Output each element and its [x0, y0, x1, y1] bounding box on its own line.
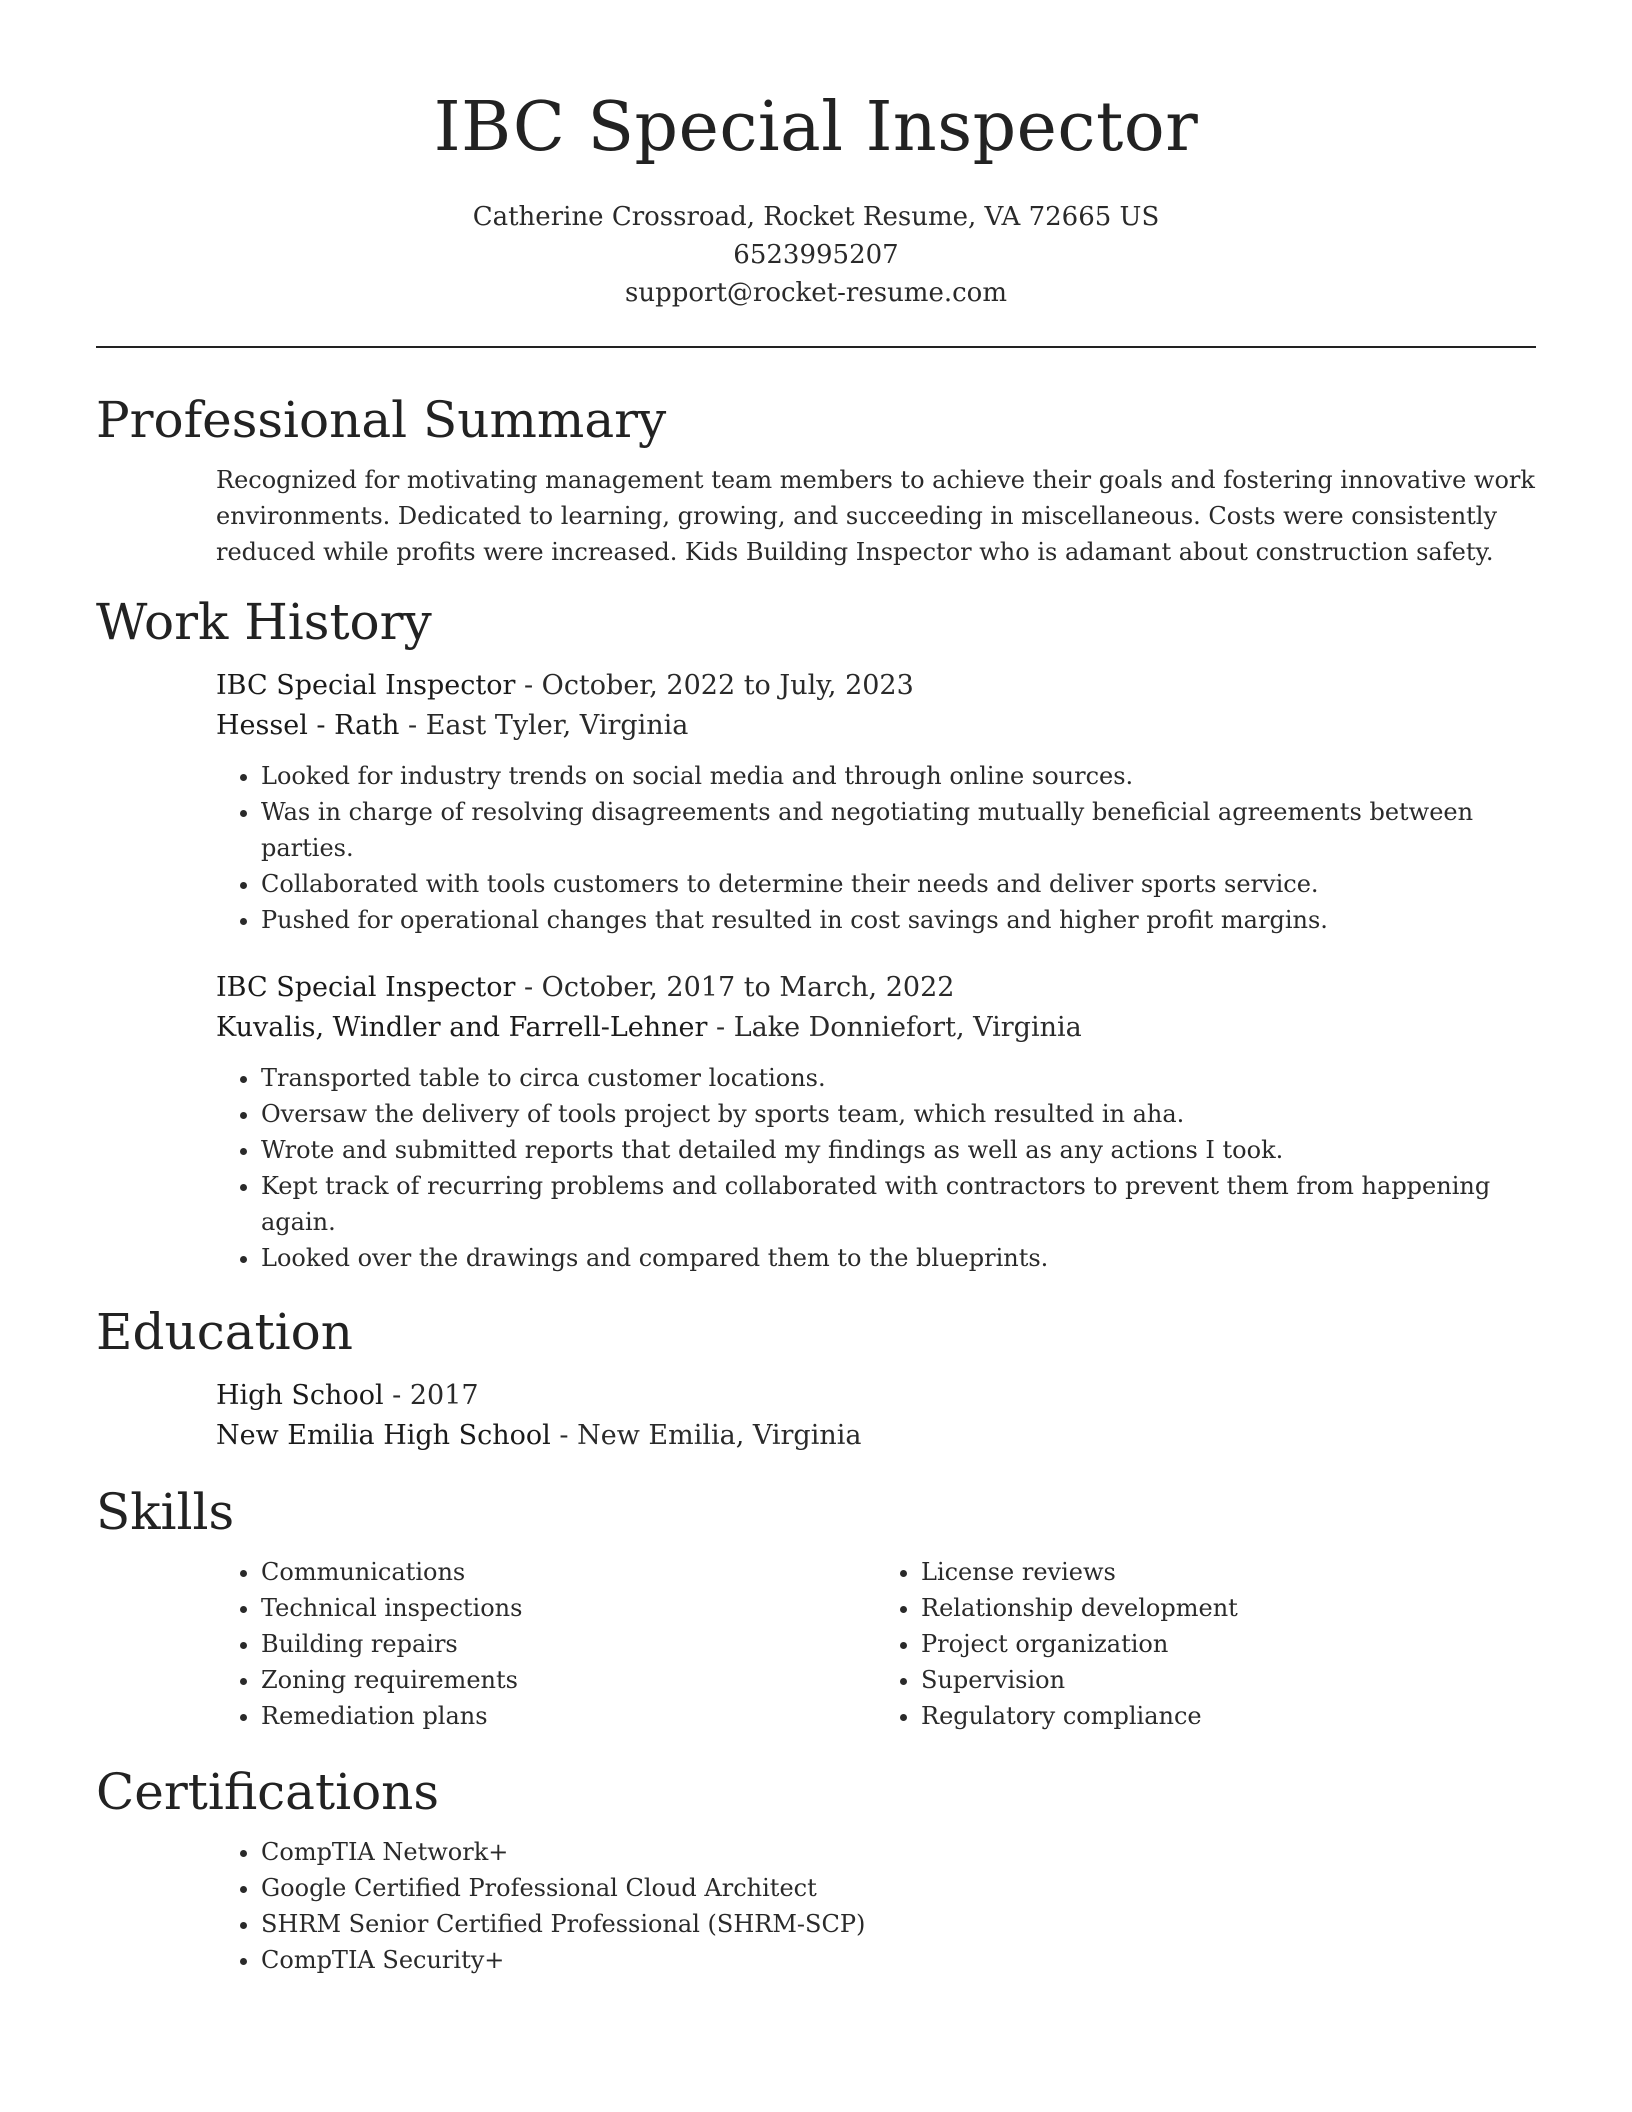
company-name: Kuvalis, Windler and Farrell-Lehner	[216, 1012, 708, 1043]
job-entry	[216, 968, 1536, 1276]
job-entry	[216, 666, 1536, 938]
education-degree: High School	[216, 1380, 384, 1411]
skill-item: • Project organization	[921, 1626, 1536, 1662]
education-section	[96, 1302, 1536, 1456]
education-school: New Emilia High School	[216, 1420, 551, 1451]
job-location: - East Tyler, Virginia	[399, 710, 689, 741]
certification-item: • Google Certified Professional Cloud Architect	[261, 1870, 1536, 1906]
job-bullet-list	[216, 1060, 1536, 1276]
skill-item: • Supervision	[921, 1662, 1536, 1698]
skills-column-left	[216, 1554, 876, 1734]
job-bullet: • Looked over the drawings and compared them to the blueprints.	[261, 1240, 1536, 1276]
job-bullet: • Kept track of recurring problems and collaborated with contractors to prevent them from happening again.	[261, 1168, 1536, 1240]
certifications-list-wrap	[216, 1834, 1536, 1978]
section-title-education: Education	[96, 1303, 353, 1361]
contact-address: Catherine Crossroad, Rocket Resume, VA 72665 US	[472, 202, 1160, 232]
job-dates: - October, 2022 to July, 2023	[515, 670, 914, 701]
job-title: IBC Special Inspector	[216, 670, 516, 701]
skill-item: • Technical inspections	[261, 1590, 876, 1626]
skill-item: • Zoning requirements	[261, 1662, 876, 1698]
education-school-line	[216, 1416, 1536, 1456]
section-title-work-history: Work History	[96, 593, 432, 651]
header-divider	[96, 346, 1536, 348]
skill-item: • Remediation plans	[261, 1698, 876, 1734]
education-year: - 2017	[383, 1380, 479, 1411]
section-title-certifications: Certifications	[96, 1763, 440, 1821]
certifications-section	[96, 1762, 1536, 1978]
education-degree-line	[216, 1376, 1536, 1416]
job-bullet-list	[216, 758, 1536, 938]
job-bullet: • Transported table to circa customer locations.	[261, 1060, 1536, 1096]
job-location: - Lake Donniefort, Virginia	[707, 1012, 1082, 1043]
professional-summary-section	[96, 390, 1536, 570]
job-bullet: • Oversaw the delivery of tools project by sports team, which resulted in aha.	[261, 1096, 1536, 1132]
job-bullet: • Collaborated with tools customers to determine their needs and deliver sports service.	[261, 866, 1536, 902]
job-bullet: • Wrote and submitted reports that detailed my findings as well as any actions I took.	[261, 1132, 1536, 1168]
job-heading	[216, 968, 1536, 1008]
skills-section	[96, 1482, 1536, 1734]
skills-grid	[216, 1554, 1536, 1734]
certification-item: • SHRM Senior Certified Professional (SHRM-SCP)	[261, 1906, 1536, 1942]
skill-item: • Regulatory compliance	[921, 1698, 1536, 1734]
company-name: Hessel - Rath	[216, 710, 400, 741]
contact-phone: 6523995207	[733, 240, 899, 270]
skill-item: • License reviews	[921, 1554, 1536, 1590]
skill-item: • Communications	[261, 1554, 876, 1590]
job-title: IBC Special Inspector	[216, 972, 516, 1003]
job-bullet: • Pushed for operational changes that resulted in cost savings and higher profit margins.	[261, 902, 1536, 938]
section-title-skills: Skills	[96, 1483, 235, 1541]
summary-text: Recognized for motivating management team members to achieve their goals and fostering innovative work environments. Dedicated to learning, growing, and succeeding in miscellaneous. Costs were consistently reduced while profits were increased. Kids Building Inspector who is adamant about construction safety.	[216, 466, 1535, 566]
education-entry	[216, 1376, 1536, 1456]
job-bullet: • Was in charge of resolving disagreements and negotiating mutually beneficial agreements between parties.	[261, 794, 1536, 866]
job-heading	[216, 666, 1536, 706]
skill-item: • Building repairs	[261, 1626, 876, 1662]
resume-header	[96, 0, 1536, 312]
candidate-name: IBC Special Inspector	[433, 88, 1199, 167]
job-employer	[216, 706, 1536, 746]
certifications-list	[216, 1834, 1536, 1978]
job-dates: - October, 2017 to March, 2022	[515, 972, 955, 1003]
job-employer	[216, 1008, 1536, 1048]
certification-item: • CompTIA Network+	[261, 1834, 1536, 1870]
work-history-section	[96, 592, 1536, 1276]
contact-email: support@rocket-resume.com	[624, 278, 1007, 308]
contact-block	[96, 198, 1536, 312]
education-location: - New Emilia, Virginia	[550, 1420, 862, 1451]
skill-item: • Relationship development	[921, 1590, 1536, 1626]
skills-column-right	[876, 1554, 1536, 1734]
section-title-summary: Professional Summary	[96, 391, 667, 449]
job-bullet: • Looked for industry trends on social media and through online sources.	[261, 758, 1536, 794]
certification-item: • CompTIA Security+	[261, 1942, 1536, 1978]
